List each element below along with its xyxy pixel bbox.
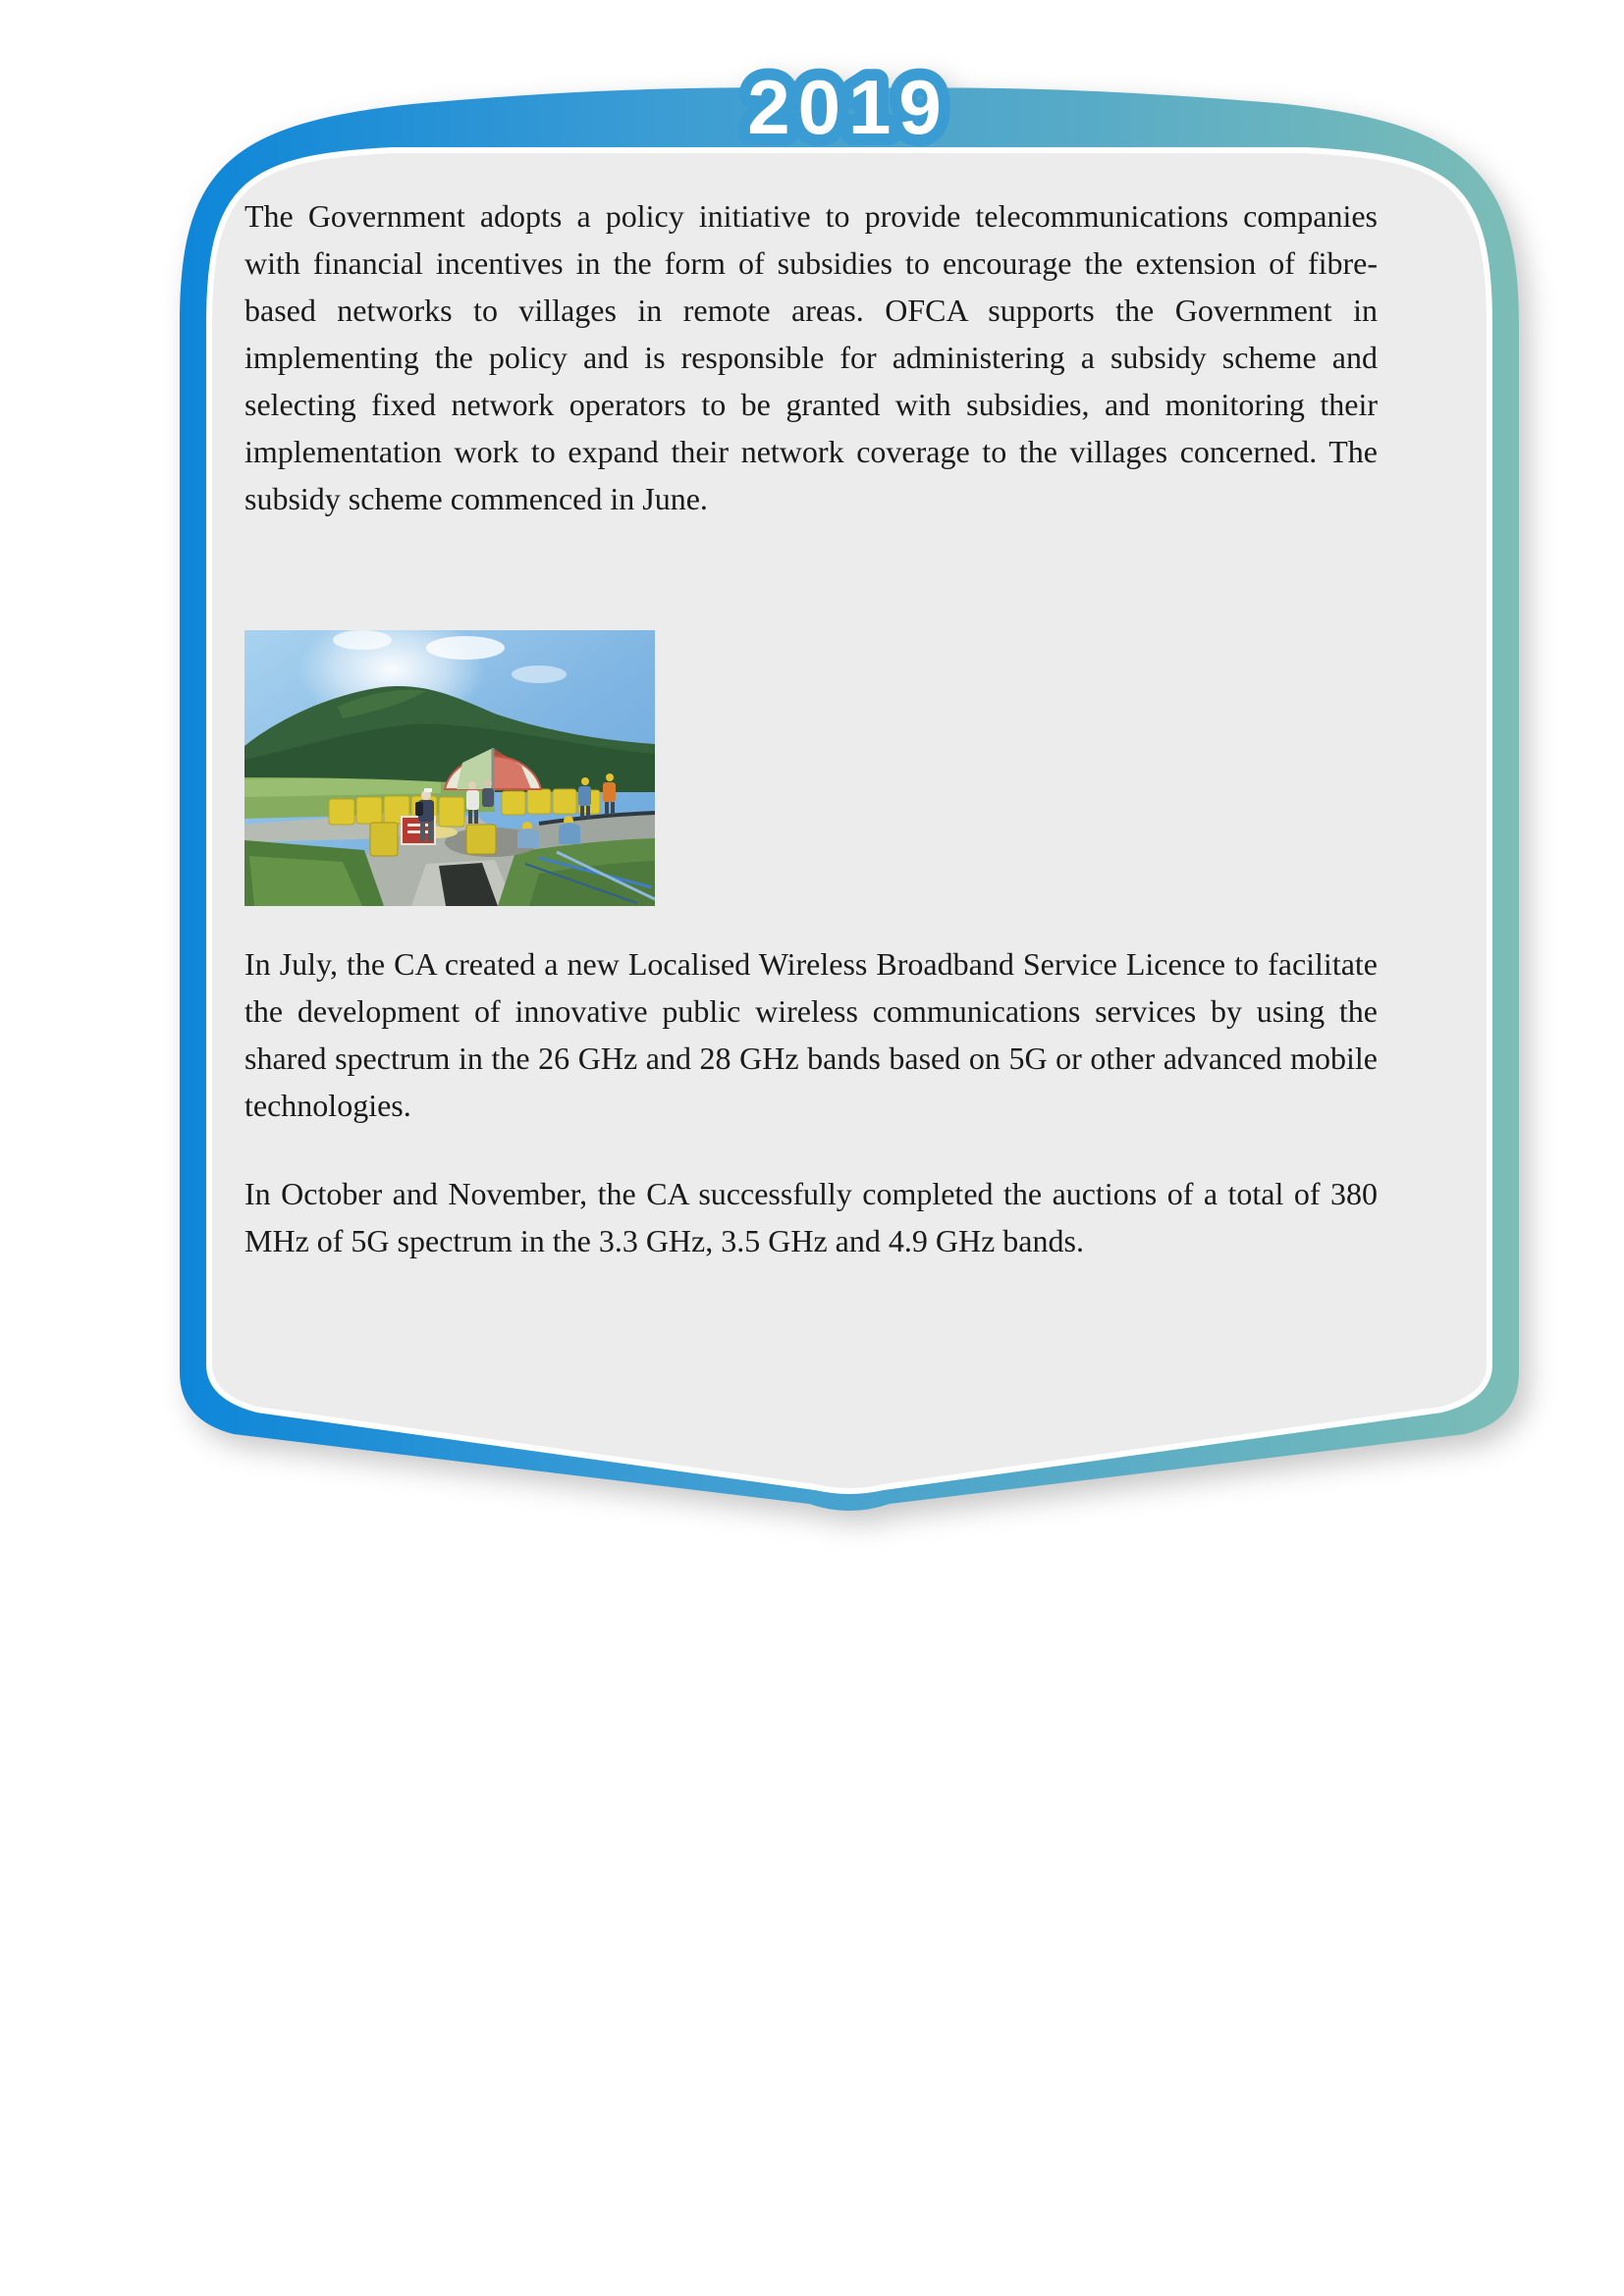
photo-barriers-left — [329, 796, 464, 827]
paragraph-lwbs-licence: In July, the CA created a new Localised Wireless Broadband Service Licence to facilitate the development of innovative public wireless communications services by using the shared spectrum in the 26 GHz and 28 GHz bands based on 5G or other advanced mobile technologies. — [244, 946, 1378, 1123]
photo-cloud — [512, 666, 567, 683]
paragraph-subsidy-scheme: The Government adopts a policy initiative to provide telecommunications companies with financial incentives in the form of subsidies to encourage the extension of fibre-based networks to villages in remote areas. OFCA supports the Government in implementing the policy and is responsible for administering a subsidy scheme and selecting fixed network operators to be granted with subsidies, and monitoring their implementation work to expand their network coverage to the villages concerned. The subsidy scheme commenced in June. — [244, 198, 1378, 516]
photo-cloud — [333, 630, 392, 650]
year-badge: 2019 — [747, 64, 949, 150]
paragraph-5g-auction: In October and November, the CA successfully completed the auctions of a total of 380 MHz of 5G spectrum in the 3.3 GHz, 3.5 GHz and 4.9 GHz bands. — [244, 1176, 1378, 1258]
photo-red-sign-text — [407, 824, 429, 827]
photo-red-sign-text — [407, 830, 429, 833]
site-photo — [244, 630, 655, 906]
photo-cloud — [426, 636, 505, 660]
